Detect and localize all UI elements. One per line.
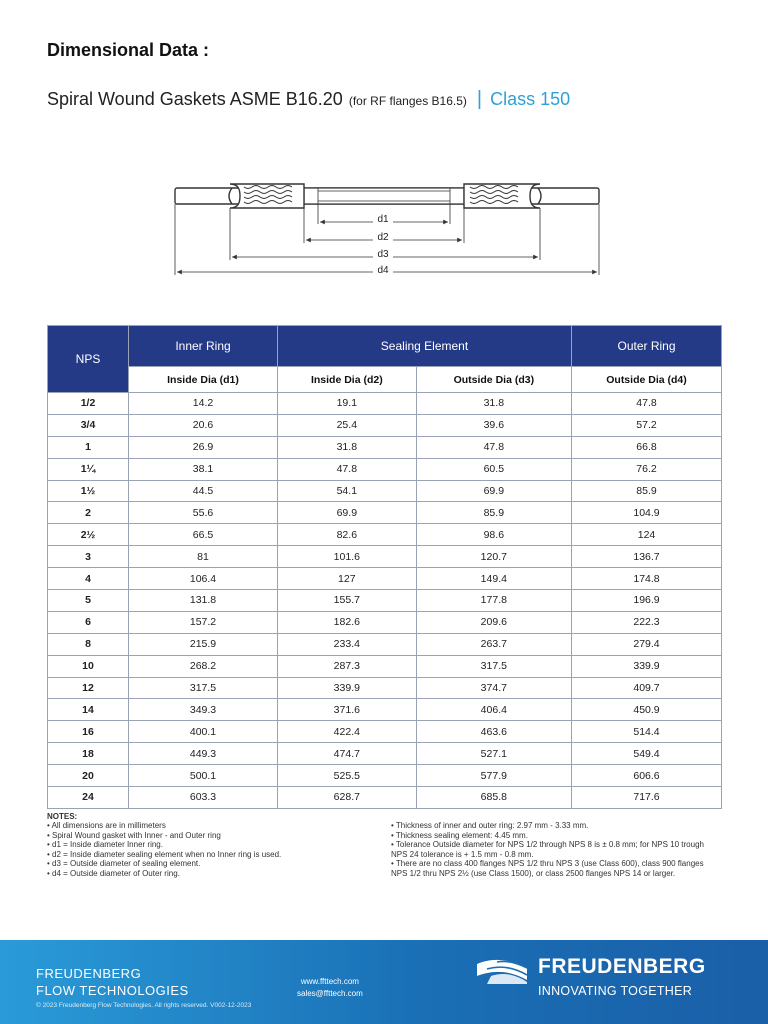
table-cell-value: 409.7 xyxy=(572,677,722,699)
table-cell-nps: 6 xyxy=(48,611,129,633)
table-cell-value: 717.6 xyxy=(572,787,722,809)
table-cell-value: 514.4 xyxy=(572,721,722,743)
table-cell-value: 196.9 xyxy=(572,590,722,612)
note-item: • d1 = Inside diameter Inner ring. xyxy=(47,840,163,850)
table-row xyxy=(48,611,722,633)
table-cell-value: 136.7 xyxy=(572,546,722,568)
table-cell-nps: 8 xyxy=(48,633,129,655)
table-cell-value: 124 xyxy=(572,524,722,546)
table-row xyxy=(48,393,722,415)
table-row xyxy=(48,590,722,612)
table-cell-nps: 14 xyxy=(48,699,129,721)
sealing-element-right-shape xyxy=(464,184,541,208)
d2-label: d2 xyxy=(377,232,389,243)
table-cell-value: 26.9 xyxy=(129,436,278,458)
table-cell-value: 60.5 xyxy=(416,458,571,480)
table-cell-value: 82.6 xyxy=(278,524,417,546)
header-sealing-element: Sealing Element xyxy=(278,326,572,367)
table-cell-value: 603.3 xyxy=(129,787,278,809)
table-cell-value: 317.5 xyxy=(129,677,278,699)
table-row xyxy=(48,480,722,502)
table-cell-value: 69.9 xyxy=(278,502,417,524)
table-cell-nps: 20 xyxy=(48,765,129,787)
table-cell-nps: 24 xyxy=(48,787,129,809)
table-cell-value: 349.3 xyxy=(129,699,278,721)
notes-left-list xyxy=(47,821,377,879)
table-cell-value: 106.4 xyxy=(129,568,278,590)
table-row xyxy=(48,502,722,524)
table-cell-value: 317.5 xyxy=(416,655,571,677)
table-cell-value: 81 xyxy=(129,546,278,568)
table-cell-value: 47.8 xyxy=(278,458,417,480)
note-item: • Tolerance Outside diameter for NPS 1/2 through NPS 8 is ± 0.8 mm; for NPS 10 trough NPS 24 tolerance is + 1.5 mm - 0.8 mm. xyxy=(391,840,704,859)
table-cell-value: 149.4 xyxy=(416,568,571,590)
table-cell-value: 101.6 xyxy=(278,546,417,568)
table-cell-value: 127 xyxy=(278,568,417,590)
table-row xyxy=(48,414,722,436)
table-cell-value: 66.5 xyxy=(129,524,278,546)
footer-website-link[interactable]: www.ffttech.com xyxy=(300,977,359,986)
table-row xyxy=(48,677,722,699)
table-cell-value: 57.2 xyxy=(572,414,722,436)
footer-brand-line2: FLOW TECHNOLOGIES xyxy=(36,983,189,998)
footer-links xyxy=(297,976,363,1000)
dimensions-table xyxy=(47,325,722,809)
table-cell-nps: 12 xyxy=(48,677,129,699)
notes-title: NOTES: xyxy=(47,812,78,821)
table-cell-value: 549.4 xyxy=(572,743,722,765)
table-cell-value: 85.9 xyxy=(572,480,722,502)
table-cell-value: 44.5 xyxy=(129,480,278,502)
table-cell-value: 263.7 xyxy=(416,633,571,655)
table-cell-value: 474.7 xyxy=(278,743,417,765)
table-cell-nps: 5 xyxy=(48,590,129,612)
table-cell-value: 371.6 xyxy=(278,699,417,721)
note-item: • Spiral Wound gasket with Inner - and Outer ring xyxy=(47,830,221,840)
table-cell-value: 39.6 xyxy=(416,414,571,436)
table-cell-nps: 1 xyxy=(48,436,129,458)
subheader-d3: Outside Dia (d3) xyxy=(416,367,571,393)
table-cell-value: 76.2 xyxy=(572,458,722,480)
table-cell-nps: 4 xyxy=(48,568,129,590)
note-item: • d4 = Outside diameter of Outer ring. xyxy=(47,868,180,878)
table-cell-value: 120.7 xyxy=(416,546,571,568)
note-item: • d2 = Inside diameter sealing element when no Inner ring is used. xyxy=(47,849,282,859)
subtitle-main: Spiral Wound Gaskets ASME B16.20 xyxy=(47,89,343,109)
table-cell-value: 14.2 xyxy=(129,393,278,415)
table-cell-value: 287.3 xyxy=(278,655,417,677)
table-cell-value: 628.7 xyxy=(278,787,417,809)
footer xyxy=(0,940,768,1024)
header-outer-ring: Outer Ring xyxy=(572,326,722,367)
table-row xyxy=(48,633,722,655)
table-cell-value: 606.6 xyxy=(572,765,722,787)
note-item: • Thickness of inner and outer ring: 2.97 mm - 3.33 mm. xyxy=(391,821,589,830)
table-cell-value: 182.6 xyxy=(278,611,417,633)
table-cell-value: 20.6 xyxy=(129,414,278,436)
table-cell-value: 47.8 xyxy=(572,393,722,415)
table-cell-value: 19.1 xyxy=(278,393,417,415)
table-row xyxy=(48,458,722,480)
d4-label: d4 xyxy=(377,265,389,276)
table-cell-nps: 1¼ xyxy=(48,458,129,480)
table-cell-nps: 18 xyxy=(48,743,129,765)
table-cell-value: 209.6 xyxy=(416,611,571,633)
page-title: Dimensional Data : xyxy=(47,40,210,60)
table-row xyxy=(48,787,722,809)
table-cell-value: 268.2 xyxy=(129,655,278,677)
table-cell-nps: 2 xyxy=(48,502,129,524)
subheader-d4: Outside Dia (d4) xyxy=(572,367,722,393)
table-cell-value: 525.5 xyxy=(278,765,417,787)
notes xyxy=(47,812,727,878)
table-cell-value: 131.8 xyxy=(129,590,278,612)
table-cell-value: 47.8 xyxy=(416,436,571,458)
table-row xyxy=(48,655,722,677)
table-cell-value: 98.6 xyxy=(416,524,571,546)
table-cell-value: 177.8 xyxy=(416,590,571,612)
note-item: • All dimensions are in millimeters xyxy=(47,821,166,830)
table-cell-value: 31.8 xyxy=(416,393,571,415)
page-subtitle xyxy=(47,88,570,111)
footer-copyright: © 2023 Freudenberg Flow Technologies. All rights reserved. V002-12-2023 xyxy=(36,1002,252,1009)
note-item: • Thickness sealing element: 4.45 mm. xyxy=(391,830,528,840)
table-cell-value: 500.1 xyxy=(129,765,278,787)
table-cell-value: 222.3 xyxy=(572,611,722,633)
table-cell-value: 55.6 xyxy=(129,502,278,524)
table-cell-value: 155.7 xyxy=(278,590,417,612)
d1-label: d1 xyxy=(377,214,389,225)
table-row xyxy=(48,546,722,568)
note-item: • There are no class 400 flanges NPS 1/2 thru NPS 3 (use Class 600), class 900 flanges NPS 1/2 thru NPS 2½ (use Class 1500), or class 2500 flanges NPS 14 or larger. xyxy=(391,859,704,878)
table-row xyxy=(48,765,722,787)
table-cell-value: 215.9 xyxy=(129,633,278,655)
table-cell-nps: 16 xyxy=(48,721,129,743)
table-cell-value: 174.8 xyxy=(572,568,722,590)
table-cell-value: 104.9 xyxy=(572,502,722,524)
footer-tagline: INNOVATING TOGETHER xyxy=(538,984,693,998)
table-cell-nps: 1/2 xyxy=(48,393,129,415)
table-cell-value: 577.9 xyxy=(416,765,571,787)
table-cell-value: 400.1 xyxy=(129,721,278,743)
table-cell-value: 339.9 xyxy=(278,677,417,699)
subtitle-note: (for RF flanges B16.5) xyxy=(348,94,467,108)
table-cell-nps: 1½ xyxy=(48,480,129,502)
sealing-element-left-shape xyxy=(229,184,304,208)
table-cell-value: 157.2 xyxy=(129,611,278,633)
table-row xyxy=(48,524,722,546)
footer-email-link[interactable]: sales@ffttech.com xyxy=(297,989,363,998)
inner-ring-shape xyxy=(304,188,464,204)
table-cell-value: 449.3 xyxy=(129,743,278,765)
table-row xyxy=(48,721,722,743)
table-cell-value: 85.9 xyxy=(416,502,571,524)
table-cell-nps: 3 xyxy=(48,546,129,568)
table-cell-value: 422.4 xyxy=(278,721,417,743)
table-row xyxy=(48,699,722,721)
subtitle-separator: | xyxy=(476,88,483,110)
header-inner-ring: Inner Ring xyxy=(129,326,278,367)
table-cell-value: 279.4 xyxy=(572,633,722,655)
table-cell-value: 54.1 xyxy=(278,480,417,502)
table-cell-value: 69.9 xyxy=(416,480,571,502)
header-nps: NPS xyxy=(48,326,129,393)
table-body xyxy=(48,393,722,809)
table-row xyxy=(48,436,722,458)
table-cell-nps: 3/4 xyxy=(48,414,129,436)
subtitle-class: Class 150 xyxy=(490,89,571,109)
table-cell-nps: 10 xyxy=(48,655,129,677)
table-cell-value: 527.1 xyxy=(416,743,571,765)
table-cell-value: 406.4 xyxy=(416,699,571,721)
footer-logo-text: FREUDENBERG xyxy=(538,955,706,978)
table-cell-value: 463.6 xyxy=(416,721,571,743)
table-row xyxy=(48,568,722,590)
table-cell-value: 450.9 xyxy=(572,699,722,721)
table-cell-value: 685.8 xyxy=(416,787,571,809)
table-cell-value: 374.7 xyxy=(416,677,571,699)
footer-brand-line1: FREUDENBERG xyxy=(36,966,142,981)
subheader-d2: Inside Dia (d2) xyxy=(278,367,417,393)
gasket-diagram xyxy=(160,175,610,285)
table-cell-value: 25.4 xyxy=(278,414,417,436)
d3-label: d3 xyxy=(377,249,389,260)
table-cell-value: 31.8 xyxy=(278,436,417,458)
note-item: • d3 = Outside diameter of sealing element. xyxy=(47,859,201,869)
notes-right-list xyxy=(391,821,721,879)
table-row xyxy=(48,743,722,765)
table-cell-value: 38.1 xyxy=(129,458,278,480)
table-cell-value: 339.9 xyxy=(572,655,722,677)
table-cell-nps: 2½ xyxy=(48,524,129,546)
subheader-d1: Inside Dia (d1) xyxy=(129,367,278,393)
table-cell-value: 66.8 xyxy=(572,436,722,458)
table-cell-value: 233.4 xyxy=(278,633,417,655)
